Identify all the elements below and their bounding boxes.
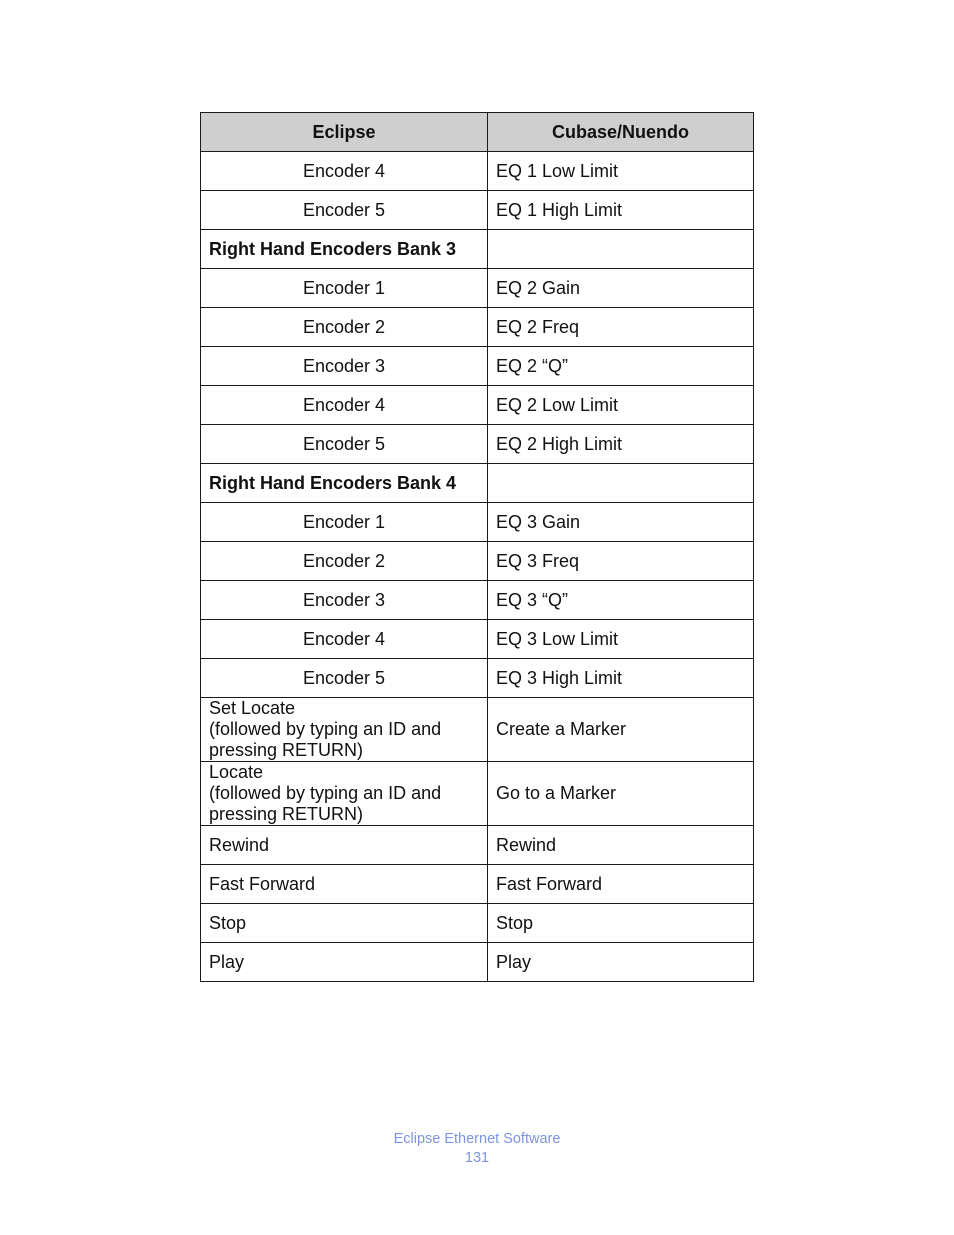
table-row	[201, 464, 754, 503]
eclipse-cell-line: Encoder 3	[302, 355, 386, 376]
table-row	[201, 269, 754, 308]
eclipse-cell-line: Right Hand Encoders Bank 3	[209, 238, 457, 259]
eclipse-cell-line: Encoder 5	[302, 199, 386, 220]
table-row	[201, 943, 754, 982]
eclipse-cell	[201, 826, 488, 865]
cubase-cell: EQ 3 Gain	[488, 503, 754, 542]
cubase-cell: Stop	[488, 904, 754, 943]
table-row	[201, 904, 754, 943]
eclipse-cell-line: Encoder 2	[302, 316, 386, 337]
eclipse-cell-line: Rewind	[209, 834, 270, 855]
table-row	[201, 698, 754, 762]
table-row	[201, 386, 754, 425]
eclipse-cell-line: Stop	[209, 912, 247, 933]
eclipse-cell	[201, 464, 488, 503]
eclipse-cell-line: Encoder 2	[302, 550, 386, 571]
cubase-cell: Fast Forward	[488, 865, 754, 904]
eclipse-cell	[201, 269, 488, 308]
eclipse-cell-line: Encoder 1	[302, 277, 386, 298]
eclipse-cell-line: Encoder 5	[302, 667, 386, 688]
cubase-cell	[488, 464, 754, 503]
eclipse-cell	[201, 230, 488, 269]
cubase-cell: Go to a Marker	[488, 762, 754, 826]
cubase-cell: EQ 3 “Q”	[488, 581, 754, 620]
table-head	[201, 113, 754, 152]
page-number: 131	[464, 1150, 490, 1166]
eclipse-cell	[201, 542, 488, 581]
table-body	[201, 152, 754, 982]
eclipse-cell	[201, 865, 488, 904]
eclipse-cell	[201, 762, 488, 826]
eclipse-cell-line: Encoder 4	[302, 160, 386, 181]
header-eclipse: Eclipse	[201, 113, 488, 152]
table-row	[201, 620, 754, 659]
cubase-cell: EQ 1 High Limit	[488, 191, 754, 230]
eclipse-cell	[201, 943, 488, 982]
eclipse-cell-line: pressing RETURN)	[209, 740, 364, 760]
cubase-cell: EQ 2 High Limit	[488, 425, 754, 464]
cubase-cell: EQ 3 Freq	[488, 542, 754, 581]
eclipse-cell-line: Encoder 5	[302, 433, 386, 454]
cubase-cell: EQ 3 High Limit	[488, 659, 754, 698]
mapping-table	[200, 112, 754, 982]
eclipse-cell	[201, 425, 488, 464]
eclipse-cell	[201, 308, 488, 347]
eclipse-cell-line: pressing RETURN)	[209, 804, 364, 824]
cubase-cell: EQ 2 Low Limit	[488, 386, 754, 425]
table-row	[201, 762, 754, 826]
table-row	[201, 347, 754, 386]
eclipse-cell-line: (followed by typing an ID and	[209, 783, 442, 803]
eclipse-cell	[201, 347, 488, 386]
cubase-cell: EQ 2 “Q”	[488, 347, 754, 386]
eclipse-cell-line: Right Hand Encoders Bank 4	[209, 472, 457, 493]
eclipse-cell	[201, 620, 488, 659]
eclipse-cell-line: Encoder 4	[302, 628, 386, 649]
eclipse-cell-line: Encoder 1	[302, 511, 386, 532]
cubase-cell: EQ 3 Low Limit	[488, 620, 754, 659]
cubase-cell: Rewind	[488, 826, 754, 865]
table-row	[201, 503, 754, 542]
eclipse-cell-line: Play	[209, 951, 245, 972]
eclipse-cell	[201, 191, 488, 230]
eclipse-cell	[201, 503, 488, 542]
header-cubase-nuendo: Cubase/Nuendo	[488, 113, 754, 152]
eclipse-cell	[201, 698, 488, 762]
eclipse-cell	[201, 152, 488, 191]
table-row	[201, 308, 754, 347]
table-row	[201, 152, 754, 191]
cubase-cell: EQ 1 Low Limit	[488, 152, 754, 191]
table-row	[201, 581, 754, 620]
cubase-cell: EQ 2 Gain	[488, 269, 754, 308]
cubase-cell: EQ 2 Freq	[488, 308, 754, 347]
table-row	[201, 542, 754, 581]
eclipse-cell-line: Encoder 3	[302, 589, 386, 610]
table-row	[201, 865, 754, 904]
eclipse-cell-line: Fast Forward	[209, 873, 316, 894]
page-footer	[0, 1130, 954, 1168]
eclipse-cell-line: Encoder 4	[302, 394, 386, 415]
eclipse-cell-line: Locate	[209, 762, 264, 782]
table-row	[201, 425, 754, 464]
eclipse-cell	[201, 581, 488, 620]
cubase-cell	[488, 230, 754, 269]
table-row	[201, 659, 754, 698]
cubase-cell: Create a Marker	[488, 698, 754, 762]
table-row	[201, 826, 754, 865]
eclipse-cell	[201, 904, 488, 943]
eclipse-cell-line: Set Locate	[209, 698, 296, 718]
cubase-cell: Play	[488, 943, 754, 982]
header-row	[201, 113, 754, 152]
footer-title: Eclipse Ethernet Software	[393, 1131, 561, 1147]
table-row	[201, 230, 754, 269]
table-row	[201, 191, 754, 230]
eclipse-cell	[201, 386, 488, 425]
eclipse-cell-line: (followed by typing an ID and	[209, 719, 442, 739]
eclipse-cell	[201, 659, 488, 698]
